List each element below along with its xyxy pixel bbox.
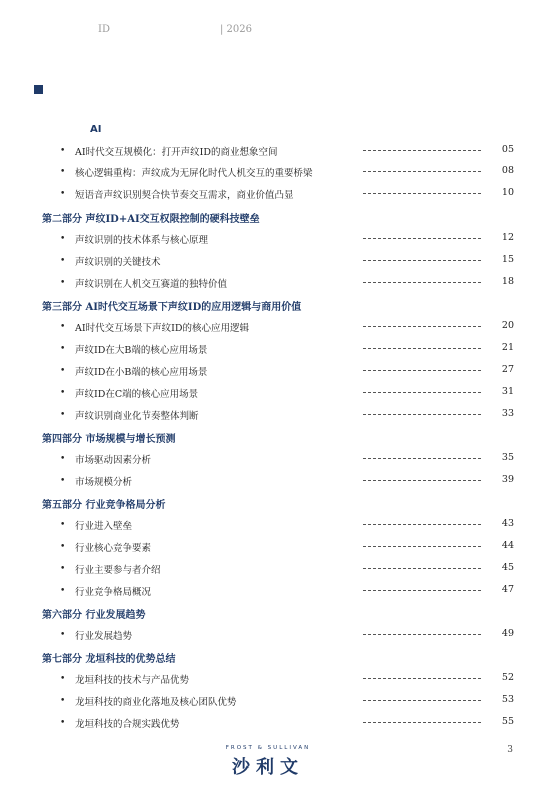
toc-entry-label: 声纹ID在小B端的核心应用场景 xyxy=(75,367,208,378)
toc-entry[interactable] xyxy=(0,582,555,602)
toc-entry-page: 44 xyxy=(501,540,514,551)
toc-entry-page: 21 xyxy=(501,342,514,353)
toc-entry[interactable] xyxy=(0,185,555,205)
toc-entry-page: 31 xyxy=(501,386,514,397)
toc-entry-page: 20 xyxy=(501,320,514,331)
bullet-icon: • xyxy=(60,586,66,596)
page-number: 3 xyxy=(507,745,513,755)
bullet-icon: • xyxy=(60,520,66,530)
toc-entry-page: 49 xyxy=(501,628,514,639)
toc-entry-label: 声纹识别的关键技术 xyxy=(75,257,161,268)
toc-entry-page: 39 xyxy=(501,474,514,485)
section-heading: 第七部分 龙垣科技的优势总结 xyxy=(42,654,176,665)
dotted-leader xyxy=(363,370,481,371)
toc-entry-page: 52 xyxy=(501,672,514,683)
toc-entry-label: 行业发展趋势 xyxy=(75,631,133,642)
dotted-leader xyxy=(363,678,481,679)
toc-entry-label: 行业核心竞争要素 xyxy=(75,543,152,554)
bullet-icon: • xyxy=(60,234,66,244)
dotted-leader xyxy=(363,590,481,591)
dotted-leader xyxy=(363,238,481,239)
toc-entry-page: 15 xyxy=(501,254,514,265)
toc-entry-page: 35 xyxy=(501,452,514,463)
section-heading: 第六部分 行业发展趋势 xyxy=(42,610,146,621)
toc-entry[interactable] xyxy=(0,362,555,382)
toc-entry-page: 43 xyxy=(501,518,514,529)
toc-entry[interactable] xyxy=(0,692,555,712)
toc-entry[interactable] xyxy=(0,450,555,470)
bullet-icon: • xyxy=(60,366,66,376)
toc-entry-label: 声纹识别商业化节奏整体判断 xyxy=(75,411,199,422)
toc-entry[interactable] xyxy=(0,560,555,580)
toc-entry-page: 05 xyxy=(501,144,514,155)
toc-entry[interactable] xyxy=(0,626,555,646)
toc-entry[interactable] xyxy=(0,538,555,558)
toc-entry-page: 47 xyxy=(501,584,514,595)
toc-entry-label: 行业进入壁垒 xyxy=(75,521,133,532)
dotted-leader xyxy=(363,326,481,327)
toc-entry[interactable] xyxy=(0,274,555,294)
bullet-icon: • xyxy=(60,388,66,398)
dotted-leader xyxy=(363,722,481,723)
toc-entry-label: 市场驱动因素分析 xyxy=(75,455,152,466)
header-right-text: | 2026 xyxy=(220,24,252,35)
bullet-icon: • xyxy=(60,718,66,728)
bullet-icon: • xyxy=(60,344,66,354)
toc-entry-label: 核心逻辑重构：声纹成为无屏化时代人机交互的重要桥梁 xyxy=(75,168,313,179)
toc-entry[interactable] xyxy=(0,318,555,338)
dotted-leader xyxy=(363,568,481,569)
dotted-leader xyxy=(363,193,481,194)
bullet-icon: • xyxy=(60,564,66,574)
dotted-leader xyxy=(363,171,481,172)
dotted-leader xyxy=(363,150,481,151)
frost-sullivan-logo xyxy=(208,745,328,779)
dotted-leader xyxy=(363,634,481,635)
section-heading: 第四部分 市场规模与增长预测 xyxy=(42,434,176,445)
toc-entry[interactable] xyxy=(0,714,555,734)
toc-entry-label: 市场规模分析 xyxy=(75,477,133,488)
bullet-icon: • xyxy=(60,256,66,266)
toc-entry-label: AI时代交互规模化：打开声纹ID的商业想象空间 xyxy=(75,147,278,158)
toc-entry-page: 12 xyxy=(501,232,514,243)
dotted-leader xyxy=(363,458,481,459)
bullet-icon: • xyxy=(60,454,66,464)
section-heading: 第二部分 声纹ID+AI交互权限控制的硬科技壁垒 xyxy=(42,214,260,225)
logo-chinese-text: 沙利文 xyxy=(232,757,304,778)
dotted-leader xyxy=(363,260,481,261)
toc-entry-label: 短语音声纹识别契合快节奏交互需求，商业价值凸显 xyxy=(75,190,294,201)
bullet-icon: • xyxy=(60,189,66,199)
header-left-text: ID xyxy=(98,24,110,35)
dotted-leader xyxy=(363,414,481,415)
bullet-icon: • xyxy=(60,542,66,552)
toc-entry-page: 55 xyxy=(501,716,514,727)
toc-entry-label: 声纹ID在C端的核心应用场景 xyxy=(75,389,199,400)
toc-entry[interactable] xyxy=(0,472,555,492)
toc-entry-label: 声纹识别在人机交互赛道的独特价值 xyxy=(75,279,228,290)
section-heading: 第三部分 AI时代交互场景下声纹ID的应用逻辑与商用价值 xyxy=(42,302,302,313)
toc-entry[interactable] xyxy=(0,142,555,162)
toc-entry[interactable] xyxy=(0,340,555,360)
toc-entry-page: 10 xyxy=(501,187,514,198)
dotted-leader xyxy=(363,524,481,525)
bullet-icon: • xyxy=(60,696,66,706)
bullet-icon: • xyxy=(60,674,66,684)
toc-entry-label: AI时代交互场景下声纹ID的核心应用逻辑 xyxy=(75,323,249,334)
first-section-heading: AI xyxy=(90,124,102,135)
toc-entry[interactable] xyxy=(0,384,555,404)
toc-entry[interactable] xyxy=(0,163,555,183)
bullet-icon: • xyxy=(60,630,66,640)
dotted-leader xyxy=(363,392,481,393)
dotted-leader xyxy=(363,480,481,481)
toc-entry-page: 33 xyxy=(501,408,514,419)
bullet-icon: • xyxy=(60,410,66,420)
toc-entry-label: 龙垣科技的合规实践优势 xyxy=(75,719,180,730)
toc-entry-label: 声纹识别的技术体系与核心原理 xyxy=(75,235,209,246)
toc-entry-label: 龙垣科技的商业化落地及核心团队优势 xyxy=(75,697,237,708)
toc-entry-page: 08 xyxy=(501,165,514,176)
dotted-leader xyxy=(363,282,481,283)
toc-entry-label: 龙垣科技的技术与产品优势 xyxy=(75,675,190,686)
bullet-icon: • xyxy=(60,322,66,332)
toc-entry-label: 声纹ID在大B端的核心应用场景 xyxy=(75,345,208,356)
logo-english-text: FROST & SULLIVAN xyxy=(225,745,311,751)
toc-entry-label: 行业主要参与者介绍 xyxy=(75,565,161,576)
toc-entry-page: 18 xyxy=(501,276,514,287)
toc-entry[interactable] xyxy=(0,406,555,426)
bullet-icon: • xyxy=(60,476,66,486)
bullet-icon: • xyxy=(60,278,66,288)
bullet-icon: • xyxy=(60,146,66,156)
dotted-leader xyxy=(363,348,481,349)
toc-entry[interactable] xyxy=(0,670,555,690)
toc-entry[interactable] xyxy=(0,516,555,536)
toc-entry-label: 行业竞争格局概况 xyxy=(75,587,152,598)
toc-entry-page: 53 xyxy=(501,694,514,705)
section-heading: 第五部分 行业竞争格局分析 xyxy=(42,500,166,511)
dotted-leader xyxy=(363,546,481,547)
toc-entry-page: 45 xyxy=(501,562,514,573)
dotted-leader xyxy=(363,700,481,701)
toc-entry-page: 27 xyxy=(501,364,514,375)
toc-entry[interactable] xyxy=(0,230,555,250)
bullet-icon: • xyxy=(60,167,66,177)
toc-entry[interactable] xyxy=(0,252,555,272)
